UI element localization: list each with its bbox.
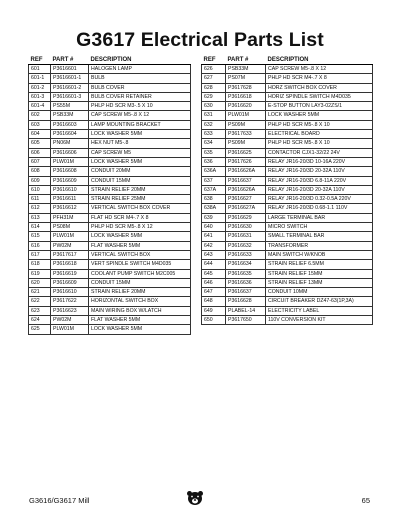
description-cell: VERTICAL SWITCH BOX COVER: [89, 204, 191, 213]
description-cell: CIRCUIT BREAKER DZ47-63(1P,3A): [266, 297, 373, 306]
description-cell: CONDUIT 20MM: [89, 167, 191, 176]
part-number-cell: P3616625: [226, 148, 266, 157]
ref-cell: 601-1: [29, 74, 51, 83]
ref-cell: 618: [29, 260, 51, 269]
table-row: [29, 232, 191, 241]
description-cell: HALOGEN LAMP: [89, 65, 191, 74]
part-number-cell: P3616632: [226, 241, 266, 250]
description-cell: STRAIN RELIEF 15MM: [266, 269, 373, 278]
description-cell: CAP SCREW M5-.8 X 12: [89, 111, 191, 120]
description-cell: LOCK WASHER 5MM: [266, 111, 373, 120]
part-number-cell: P3616635: [226, 269, 266, 278]
table-row: [29, 278, 191, 287]
part-number-cell: P3617650: [226, 316, 266, 325]
table-row: [29, 74, 191, 83]
ref-cell: 644: [202, 260, 226, 269]
description-cell: CONTACTOR CJX1-32/22 24V: [266, 148, 373, 157]
table-row: [29, 130, 191, 139]
table-row: [29, 213, 191, 222]
part-number-cell: P3616604: [51, 130, 89, 139]
table-row: [202, 148, 373, 157]
description-cell: CAP SCREW M5: [89, 148, 191, 157]
table-row: [29, 316, 191, 325]
ref-cell: 621: [29, 288, 51, 297]
table-row: [29, 167, 191, 176]
table-row: [202, 195, 373, 204]
table-header-row: [202, 56, 373, 65]
description-cell: LOCK WASHER 5MM: [89, 130, 191, 139]
description-cell: BULB: [89, 74, 191, 83]
part-number-cell: P3616637: [226, 176, 266, 185]
ref-cell: 605: [29, 139, 51, 148]
part-number-cell: P3617617: [51, 250, 89, 259]
ref-cell: 643: [202, 250, 226, 259]
part-number-cell: P3616609: [51, 176, 89, 185]
ref-cell: 602: [29, 111, 51, 120]
description-cell: STRAIN RELIEF 20MM: [89, 288, 191, 297]
description-cell: MAIN SWITCH W/KNOB: [266, 250, 373, 259]
ref-cell: 601-3: [29, 92, 51, 101]
part-number-cell: P3616627: [226, 195, 266, 204]
table-row: [202, 65, 373, 74]
part-column-header: PART #: [51, 56, 89, 65]
ref-cell: 626: [202, 65, 226, 74]
table-row: [202, 223, 373, 232]
description-cell: HORZ SWITCH BOX COVER: [266, 83, 373, 92]
table-row: [29, 297, 191, 306]
description-cell: VERT SPINDLE SWITCH M4D035: [89, 260, 191, 269]
description-cell: E-STOP BUTTON LAY3-02ZS/1: [266, 102, 373, 111]
description-cell: STRAIN RELIEF 13MM: [266, 278, 373, 287]
table-row: [29, 176, 191, 185]
description-cell: TRANSFORMER: [266, 241, 373, 250]
ref-cell: 638A: [202, 204, 226, 213]
ref-cell: 639: [202, 213, 226, 222]
description-cell: LOCK WASHER 5MM: [89, 232, 191, 241]
part-column-header: PART #: [226, 56, 266, 65]
ref-cell: 636A: [202, 167, 226, 176]
part-number-cell: P3616628: [226, 297, 266, 306]
ref-cell: 624: [29, 316, 51, 325]
description-column-header: DESCRIPTION: [266, 56, 373, 65]
ref-cell: 635: [202, 148, 226, 157]
table-row: [29, 260, 191, 269]
ref-cell: 622: [29, 297, 51, 306]
part-number-cell: P3616623: [51, 306, 89, 315]
table-row: [202, 204, 373, 213]
part-number-cell: P3616633: [226, 250, 266, 259]
description-cell: CAP SCREW M5-.8 X 12: [266, 65, 373, 74]
table-row: [29, 102, 191, 111]
description-cell: VERTICAL SWITCH BOX: [89, 250, 191, 259]
ref-cell: 627: [202, 74, 226, 83]
ref-cell: 603: [29, 120, 51, 129]
description-cell: CONDUIT 15MM: [89, 278, 191, 287]
ref-cell: 601-2: [29, 83, 51, 92]
part-number-cell: P3617622: [51, 297, 89, 306]
table-row: [29, 120, 191, 129]
table-row: [29, 65, 191, 74]
description-cell: HORIZONTAL SWITCH BOX: [89, 297, 191, 306]
table-row: [29, 306, 191, 315]
description-cell: FLAT WASHER 5MM: [89, 316, 191, 325]
ref-cell: 610: [29, 185, 51, 194]
description-cell: CONDUIT 10MM: [266, 288, 373, 297]
description-cell: LOCK WASHER 5MM: [89, 325, 191, 334]
table-row: [29, 83, 191, 92]
description-cell: ELECTRICITY LABEL: [266, 306, 373, 315]
description-cell: FLAT HD SCR M4-.7 X 8: [89, 213, 191, 222]
ref-cell: 642: [202, 241, 226, 250]
ref-cell: 629: [202, 92, 226, 101]
part-number-cell: P3616631: [226, 232, 266, 241]
part-number-cell: P3616608: [51, 167, 89, 176]
ref-cell: 648: [202, 297, 226, 306]
ref-cell: 633: [202, 130, 226, 139]
description-cell: RELAY JR16-20/3D 0.68-1.1 110V: [266, 204, 373, 213]
part-number-cell: PLW01M: [226, 111, 266, 120]
table-row: [29, 269, 191, 278]
ref-cell: 632: [202, 120, 226, 129]
table-row: [202, 250, 373, 259]
ref-cell: 645: [202, 269, 226, 278]
part-number-cell: P3616619: [51, 269, 89, 278]
part-number-cell: P3616636: [226, 278, 266, 287]
ref-cell: 612: [29, 204, 51, 213]
table-row: [29, 204, 191, 213]
page-number: 65: [361, 496, 370, 505]
part-number-cell: P3616620: [226, 102, 266, 111]
part-number-cell: PLABEL-14: [226, 306, 266, 315]
part-number-cell: PN06M: [51, 139, 89, 148]
part-number-cell: P3616610: [51, 288, 89, 297]
description-cell: PHLP HD SCR M4-.7 X 8: [266, 74, 373, 83]
description-cell: PHLP HD SCR M5-.8 X 12: [89, 223, 191, 232]
part-number-cell: P3616601: [51, 65, 89, 74]
table-row: [29, 148, 191, 157]
part-number-cell: P3616611: [51, 195, 89, 204]
description-cell: RELAY JR16-20/3D 6.8-11A 220V: [266, 176, 373, 185]
ref-cell: 631: [202, 111, 226, 120]
table-row: [202, 102, 373, 111]
description-cell: ELECTRICAL BOARD: [266, 130, 373, 139]
description-cell: LARGE TERMINAL BAR: [266, 213, 373, 222]
ref-cell: 609: [29, 176, 51, 185]
ref-cell: 617: [29, 250, 51, 259]
part-number-cell: P3616603: [51, 120, 89, 129]
ref-cell: 615: [29, 232, 51, 241]
ref-cell: 614: [29, 223, 51, 232]
footer-manual-name: G3616/G3617 Mill: [29, 496, 90, 505]
description-cell: LAMP MOUNTING BRACKET: [89, 120, 191, 129]
ref-cell: 611: [29, 195, 51, 204]
table-row: [202, 111, 373, 120]
part-number-cell: PSB33M: [226, 65, 266, 74]
part-number-cell: P3616629: [226, 213, 266, 222]
grizzly-bear-logo-icon: [186, 490, 204, 506]
part-number-cell: P3616627A: [226, 204, 266, 213]
table-row: [202, 139, 373, 148]
description-cell: RELAY JR16-20/3D 10-16A 220V: [266, 157, 373, 166]
table-row: [202, 297, 373, 306]
table-row: [29, 92, 191, 101]
table-row: [29, 139, 191, 148]
ref-cell: 616: [29, 241, 51, 250]
ref-cell: 640: [202, 223, 226, 232]
part-number-cell: P3617626: [226, 157, 266, 166]
table-row: [202, 167, 373, 176]
part-number-cell: PFH31M: [51, 213, 89, 222]
ref-cell: 613: [29, 213, 51, 222]
ref-column-header: REF: [202, 56, 226, 65]
ref-cell: 650: [202, 316, 226, 325]
description-cell: STRAIN RELIEF 6.5MM: [266, 260, 373, 269]
ref-cell: 620: [29, 278, 51, 287]
description-cell: BULB COVER RETAINER: [89, 92, 191, 101]
description-cell: RELAY JR16-20/3D 20-32A 110V: [266, 185, 373, 194]
description-cell: LOCK WASHER 5MM: [89, 157, 191, 166]
description-cell: PHLP HD SCR M5-.8 X 10: [266, 120, 373, 129]
part-number-cell: P3616630: [226, 223, 266, 232]
ref-cell: 604: [29, 130, 51, 139]
table-row: [29, 250, 191, 259]
ref-cell: 647: [202, 288, 226, 297]
part-number-cell: P3616601-3: [51, 92, 89, 101]
description-column-header: DESCRIPTION: [89, 56, 191, 65]
table-row: [202, 306, 373, 315]
description-cell: MAIN WIRING BOX W/LATCH: [89, 306, 191, 315]
part-number-cell: P3616626A: [226, 185, 266, 194]
part-number-cell: P3616634: [226, 260, 266, 269]
ref-cell: 625: [29, 325, 51, 334]
table-row: [202, 176, 373, 185]
part-number-cell: PW02M: [51, 241, 89, 250]
table-row: [29, 288, 191, 297]
part-number-cell: PW02M: [51, 316, 89, 325]
parts-table-right: [201, 56, 373, 325]
description-cell: 110V CONVERSION KIT: [266, 316, 373, 325]
table-row: [202, 130, 373, 139]
description-cell: BULB COVER: [89, 83, 191, 92]
table-row: [202, 120, 373, 129]
table-row: [202, 260, 373, 269]
part-number-cell: P3616618: [51, 260, 89, 269]
part-number-cell: PLW01M: [51, 232, 89, 241]
description-cell: COOLANT PUMP SWITCH M2C005: [89, 269, 191, 278]
ref-cell: 630: [202, 102, 226, 111]
table-row: [202, 74, 373, 83]
part-number-cell: P3616637: [226, 288, 266, 297]
description-cell: STRAIN RELIEF 20MM: [89, 185, 191, 194]
table-header-row: [29, 56, 191, 65]
ref-cell: 607: [29, 157, 51, 166]
ref-cell: 638: [202, 195, 226, 204]
table-row: [202, 288, 373, 297]
description-cell: FLAT WASHER 5MM: [89, 241, 191, 250]
part-number-cell: P3616626A: [226, 167, 266, 176]
parts-table-left: [28, 56, 191, 335]
table-row: [29, 241, 191, 250]
part-number-cell: PS09M: [226, 139, 266, 148]
description-cell: HORIZ SPINDLE SWITCH M4D035: [266, 92, 373, 101]
part-number-cell: P3616606: [51, 148, 89, 157]
part-number-cell: P3616618: [226, 92, 266, 101]
ref-cell: 649: [202, 306, 226, 315]
table-row: [202, 157, 373, 166]
table-row: [29, 223, 191, 232]
part-number-cell: PS55M: [51, 102, 89, 111]
part-number-cell: P3616601-1: [51, 74, 89, 83]
part-number-cell: P3616610: [51, 185, 89, 194]
table-row: [202, 213, 373, 222]
ref-cell: 623: [29, 306, 51, 315]
ref-cell: 608: [29, 167, 51, 176]
table-row: [29, 111, 191, 120]
part-number-cell: PS09M: [226, 120, 266, 129]
part-number-cell: P3616609: [51, 278, 89, 287]
part-number-cell: P3617633: [226, 130, 266, 139]
table-row: [29, 157, 191, 166]
ref-cell: 634: [202, 139, 226, 148]
ref-cell: 637A: [202, 185, 226, 194]
ref-cell: 601-4: [29, 102, 51, 111]
ref-cell: 636: [202, 157, 226, 166]
part-number-cell: PLW01M: [51, 157, 89, 166]
ref-cell: 637: [202, 176, 226, 185]
description-cell: CONDUIT 15MM: [89, 176, 191, 185]
ref-cell: 619: [29, 269, 51, 278]
ref-cell: 641: [202, 232, 226, 241]
part-number-cell: PSB33M: [51, 111, 89, 120]
ref-column-header: REF: [29, 56, 51, 65]
table-row: [202, 316, 373, 325]
part-number-cell: PS08M: [51, 223, 89, 232]
ref-cell: 601: [29, 65, 51, 74]
table-row: [202, 92, 373, 101]
description-cell: MICRO SWITCH: [266, 223, 373, 232]
part-number-cell: P3616601-2: [51, 83, 89, 92]
description-cell: SMALL TERMINAL BAR: [266, 232, 373, 241]
ref-cell: 606: [29, 148, 51, 157]
description-cell: HEX NUT M5-.8: [89, 139, 191, 148]
table-row: [202, 241, 373, 250]
table-row: [29, 195, 191, 204]
description-cell: PHLP HD SCR M3-.5 X 10: [89, 102, 191, 111]
part-number-cell: PLW01M: [51, 325, 89, 334]
table-row: [202, 83, 373, 92]
table-row: [29, 185, 191, 194]
table-row: [202, 269, 373, 278]
table-row: [202, 185, 373, 194]
table-row: [29, 325, 191, 334]
part-number-cell: P3616612: [51, 204, 89, 213]
ref-cell: 628: [202, 83, 226, 92]
description-cell: STRAIN RELIEF 25MM: [89, 195, 191, 204]
part-number-cell: P3617628: [226, 83, 266, 92]
part-number-cell: PS07M: [226, 74, 266, 83]
table-row: [202, 278, 373, 287]
description-cell: PHLP HD SCR M5-.8 X 10: [266, 139, 373, 148]
description-cell: RELAY JR16-20/3D 20-32A 110V: [266, 167, 373, 176]
ref-cell: 646: [202, 278, 226, 287]
page-title: G3617 Electrical Parts List: [76, 29, 324, 51]
table-row: [202, 232, 373, 241]
description-cell: RELAY JR16-20/3D 0.32-0.5A 220V: [266, 195, 373, 204]
